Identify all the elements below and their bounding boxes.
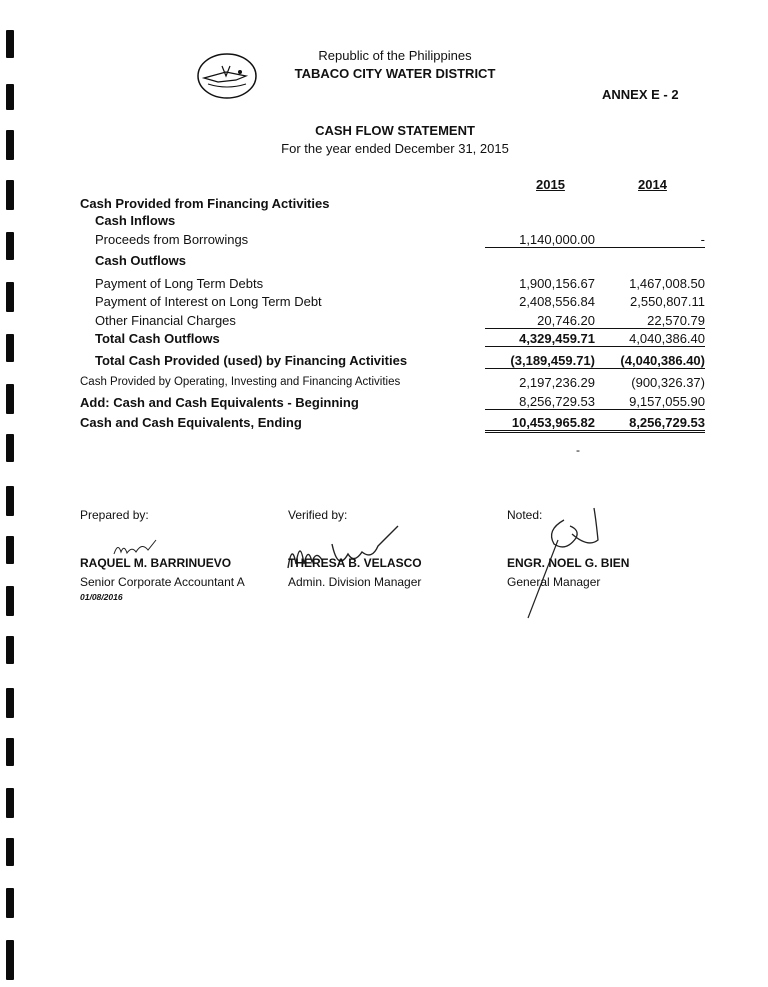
binder-hole — [6, 838, 14, 866]
district-name: TABACO CITY WATER DISTRICT — [294, 66, 496, 81]
binder-hole — [6, 788, 14, 818]
binder-hole — [6, 384, 14, 414]
prepared-name: RAQUEL M. BARRINUEVO — [80, 556, 232, 570]
cell-other-2015: 20,746.20 — [485, 313, 595, 329]
binder-hole — [6, 434, 14, 462]
financing-heading: Cash Provided from Financing Activities — [80, 196, 330, 211]
binder-hole — [6, 536, 14, 564]
binder-hole — [6, 180, 14, 210]
binder-hole — [6, 586, 14, 616]
binder-hole — [6, 688, 14, 718]
cell-other-2014: 22,570.79 — [595, 313, 705, 329]
row-label-long-term: Payment of Long Term Debts — [95, 276, 264, 291]
noted-title: General Manager — [507, 575, 601, 589]
republic-line: Republic of the Philippines — [318, 48, 472, 63]
cell-total-financing-2015: (3,189,459.71) — [485, 353, 595, 369]
row-label-other: Other Financial Charges — [95, 313, 236, 328]
row-label-total-outflows: Total Cash Outflows — [95, 331, 220, 346]
row-label-beginning: Add: Cash and Cash Equivalents - Beginning — [80, 395, 359, 410]
binder-hole — [6, 30, 14, 58]
verified-caption: Verified by: — [288, 508, 348, 522]
column-header-2015: 2015 — [536, 177, 565, 192]
verified-title: Admin. Division Manager — [288, 575, 422, 589]
binder-hole — [6, 334, 14, 362]
binder-hole — [6, 130, 14, 160]
binder-hole — [6, 282, 14, 312]
cell-interest-2014: 2,550,807.11 — [630, 294, 705, 309]
binder-hole — [6, 232, 14, 260]
cell-long-term-2014: 1,467,008.50 — [629, 276, 705, 291]
binder-hole — [6, 738, 14, 766]
row-label-ending: Cash and Cash Equivalents, Ending — [80, 415, 302, 430]
cell-ending-2014: 8,256,729.53 — [595, 415, 705, 433]
row-label-total-financing: Total Cash Provided (used) by Financing Activities — [95, 353, 408, 368]
cell-long-term-2015: 1,900,156.67 — [519, 276, 595, 291]
cell-total-outflows-2015: 4,329,459.71 — [485, 331, 595, 347]
prepared-caption: Prepared by: — [80, 508, 149, 522]
cell-total-financing-2014: (4,040,386.40) — [595, 353, 705, 369]
cell-beginning-2014: 9,157,055.90 — [595, 394, 705, 410]
binder-hole — [6, 940, 14, 980]
cell-interest-2015: 2,408,556.84 — [519, 294, 595, 309]
noted-caption: Noted: — [507, 508, 543, 522]
stray-mark: - — [576, 443, 580, 457]
prepared-date: 01/08/2016 — [80, 592, 123, 602]
row-label-proceeds: Proceeds from Borrowings — [95, 232, 249, 247]
signature-raquel — [112, 536, 158, 558]
cell-ending-2015: 10,453,965.82 — [485, 415, 595, 433]
binder-hole — [6, 888, 14, 918]
cell-proceeds-2014: - — [595, 232, 705, 248]
verified-name: THERESA B. VELASCO — [288, 556, 422, 570]
row-label-operating: Cash Provided by Operating, Investing and Financing Activities — [80, 376, 401, 388]
statement-period: For the year ended December 31, 2015 — [281, 141, 509, 156]
binder-hole — [6, 636, 14, 664]
row-label-interest: Payment of Interest on Long Term Debt — [95, 294, 322, 309]
statement-title: CASH FLOW STATEMENT — [315, 123, 475, 138]
column-header-2014: 2014 — [638, 177, 667, 192]
annex-label: ANNEX E - 2 — [602, 87, 679, 102]
binder-hole — [6, 486, 14, 516]
cell-operating-2014: (900,326.37) — [631, 375, 705, 390]
prepared-title: Senior Corporate Accountant A — [80, 575, 245, 589]
inflows-heading: Cash Inflows — [95, 213, 176, 228]
cell-total-outflows-2014: 4,040,386.40 — [595, 331, 705, 347]
binder-hole — [6, 84, 14, 110]
cell-beginning-2015: 8,256,729.53 — [485, 394, 595, 410]
cell-operating-2015: 2,197,236.29 — [519, 375, 595, 390]
outflows-heading: Cash Outflows — [95, 253, 187, 268]
noted-name: ENGR. NOEL G. BIEN — [507, 556, 630, 570]
cell-proceeds-2015: 1,140,000.00 — [485, 232, 595, 248]
